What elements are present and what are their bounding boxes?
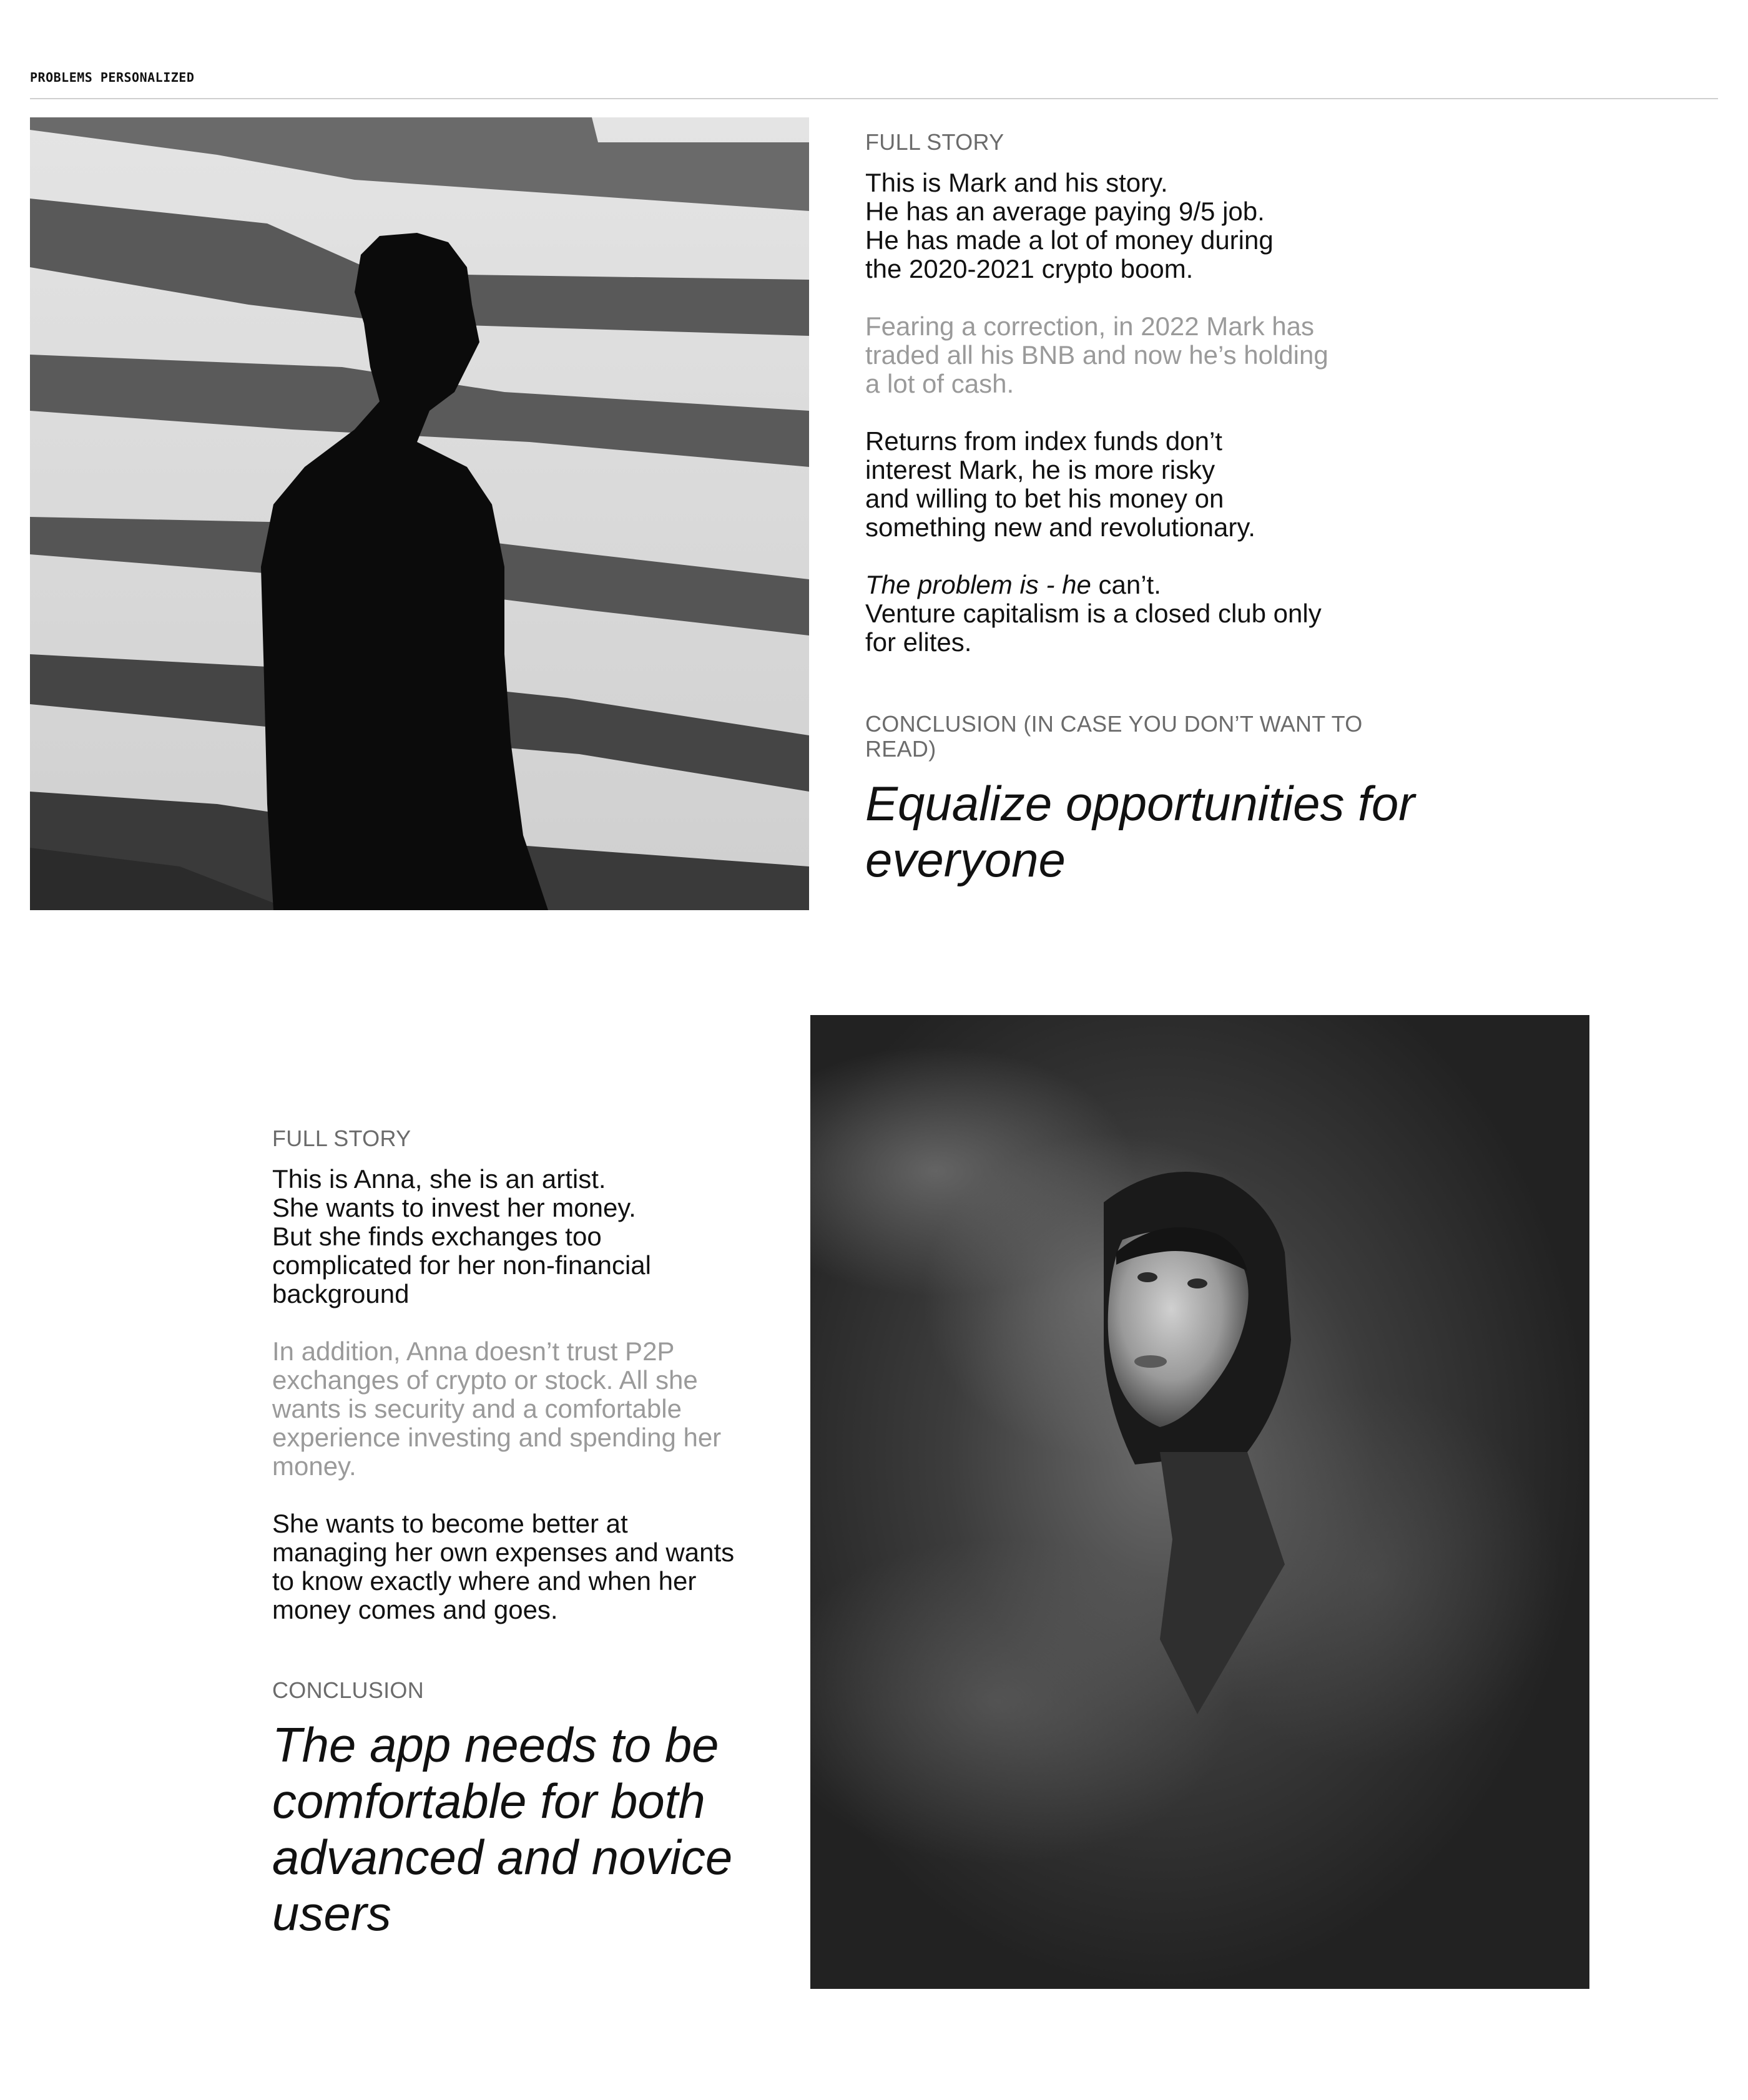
anna-story-paragraph-1: This is Anna, she is an artist. She wants to invest her money. But she finds exchanges too complicated for her non-financial background [272,1164,651,1308]
mark-story-paragraph-3: Returns from index funds don’t interest Mark, he is more risky and willing to bet his money on something new and revolutionary. [865,426,1255,542]
section-label: PROBLEMS PERSONALIZED [30,70,195,85]
section-divider [30,98,1718,99]
anna-photo [810,1015,1589,1989]
anna-conclusion-title: The app needs to be comfortable for both advanced and novice users [272,1717,733,1941]
mark-story [865,130,1427,888]
anna-story-paragraph-2: In addition, Anna doesn’t trust P2P exchanges of crypto or stock. All she wants is security and a comfortable experience investing and spending her money. [272,1337,722,1481]
mark-photo [30,117,809,910]
mark-story-paragraph-4 [865,571,1427,657]
anna-conclusion [272,1678,772,1941]
mark-problem-emphasis: The problem is - he [865,570,1091,599]
mark-problem-text: can’t. Venture capitalism is a closed club only for elites. [865,570,1322,657]
anna-conclusion-eyebrow: CONCLUSION [272,1677,425,1703]
anna-photo-illustration [810,1015,1589,1989]
mark-conclusion [865,712,1427,888]
mark-story-paragraph-2: Fearing a correction, in 2022 Mark has traded all his BNB and now he’s holding a lot of cash. [865,312,1328,398]
anna-story-paragraph-3: She wants to become better at managing her own expenses and wants to know exactly where and when her money comes and goes. [272,1509,735,1624]
anna-story [272,1126,772,1941]
mark-photo-illustration [30,117,809,910]
anna-story-eyebrow: FULL STORY [272,1126,411,1151]
mark-conclusion-title: Equalize opportunities for everyone [865,776,1415,887]
mark-story-eyebrow: FULL STORY [865,129,1004,155]
mark-conclusion-eyebrow: CONCLUSION (IN CASE YOU DON’T WANT TO READ) [865,711,1363,762]
mark-story-paragraph-1: This is Mark and his story. He has an average paying 9/5 job. He has made a lot of money during the 2020-2021 crypto boom. [865,168,1274,283]
